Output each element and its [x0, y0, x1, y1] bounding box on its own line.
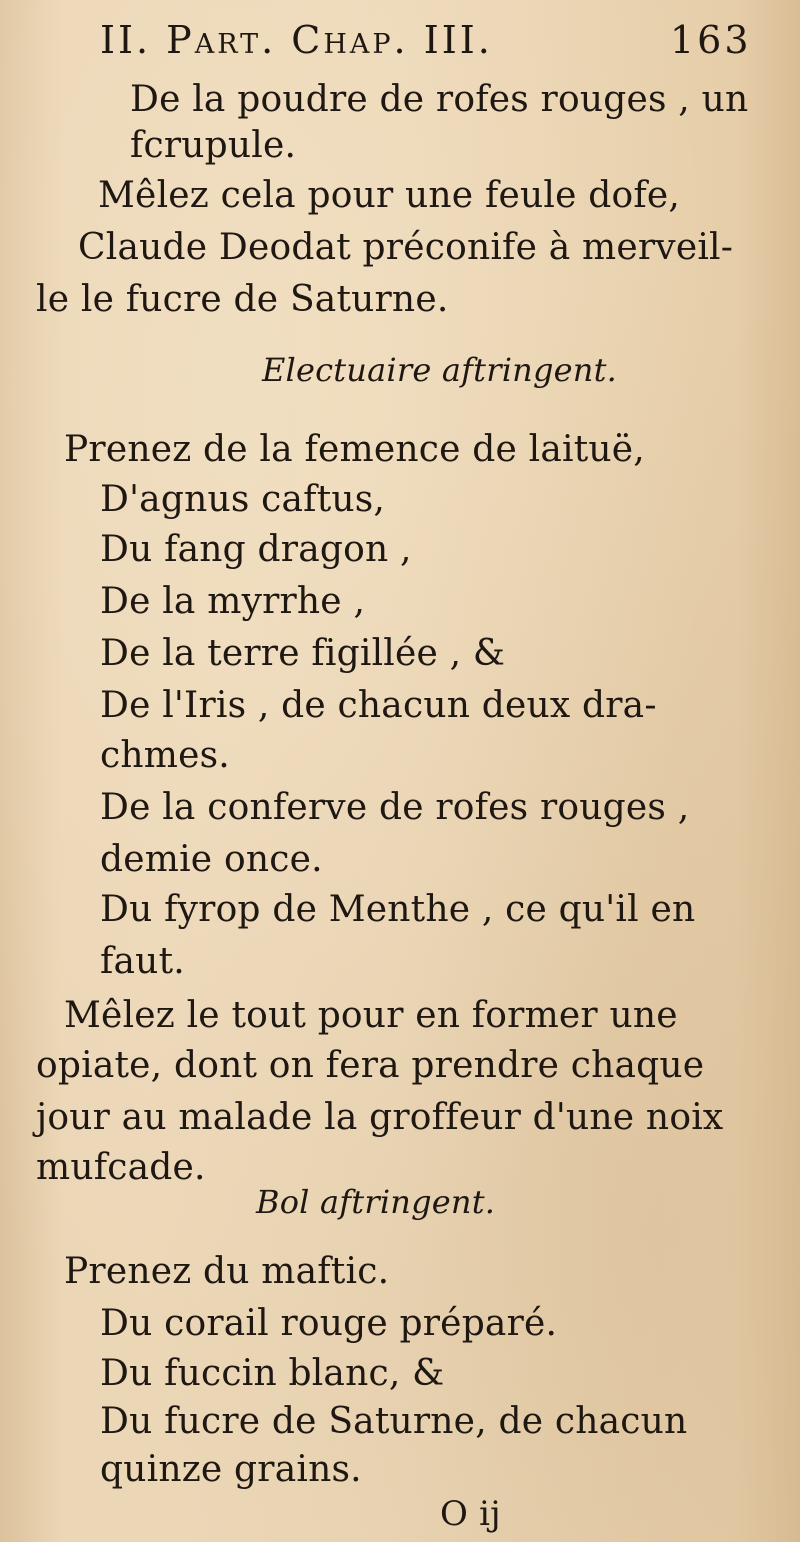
- text-line: Du corail rouge préparé.: [100, 1303, 558, 1344]
- section-title-bol: Bol aftringent.: [256, 1183, 496, 1221]
- text-line: De la conferve de rofes rouges ,: [100, 787, 690, 828]
- text-line: Mêlez cela pour une feule dofe,: [98, 175, 681, 216]
- text-line: faut.: [100, 941, 185, 982]
- running-header: [100, 18, 752, 62]
- text-line: Prenez de la femence de laituë,: [64, 429, 645, 470]
- signature-mark-text: O ij: [440, 1494, 501, 1534]
- text-line: quinze grains.: [100, 1449, 362, 1490]
- section-title-electuaire: Electuaire aftringent.: [262, 351, 618, 389]
- text-line: le le fucre de Saturne.: [36, 279, 449, 320]
- text-line: D'agnus caftus,: [100, 479, 386, 520]
- text-line: Mêlez le tout pour en former une: [64, 995, 678, 1036]
- text-line: De la terre figillée , &: [100, 633, 506, 674]
- text-line: jour au malade la groffeur d'une noix: [36, 1097, 724, 1138]
- text-line: Du fuccin blanc, &: [100, 1353, 445, 1394]
- text-line: De la poudre de rofes rouges , un: [130, 79, 749, 120]
- text-line: Du fyrop de Menthe , ce qu'il en: [100, 889, 696, 930]
- text-line: demie once.: [100, 839, 323, 880]
- running-head: II. Part. Chap. III.: [100, 18, 493, 62]
- text-line: fcrupule.: [130, 125, 297, 166]
- text-line: opiate, dont on fera prendre chaque: [36, 1045, 705, 1086]
- text-line: chmes.: [100, 735, 230, 776]
- text-line: Claude Deodat préconife à merveil-: [78, 227, 734, 268]
- text-line: De l'Iris , de chacun deux dra-: [100, 685, 657, 726]
- page-number: 163: [670, 18, 752, 62]
- text-line: mufcade.: [36, 1147, 206, 1188]
- text-line: Du fucre de Saturne, de chacun: [100, 1401, 688, 1442]
- text-line: De la myrrhe ,: [100, 581, 366, 622]
- text-line: Du fang dragon ,: [100, 529, 412, 570]
- text-line: Prenez du maftic.: [64, 1251, 390, 1292]
- signature-mark: [440, 1492, 501, 1536]
